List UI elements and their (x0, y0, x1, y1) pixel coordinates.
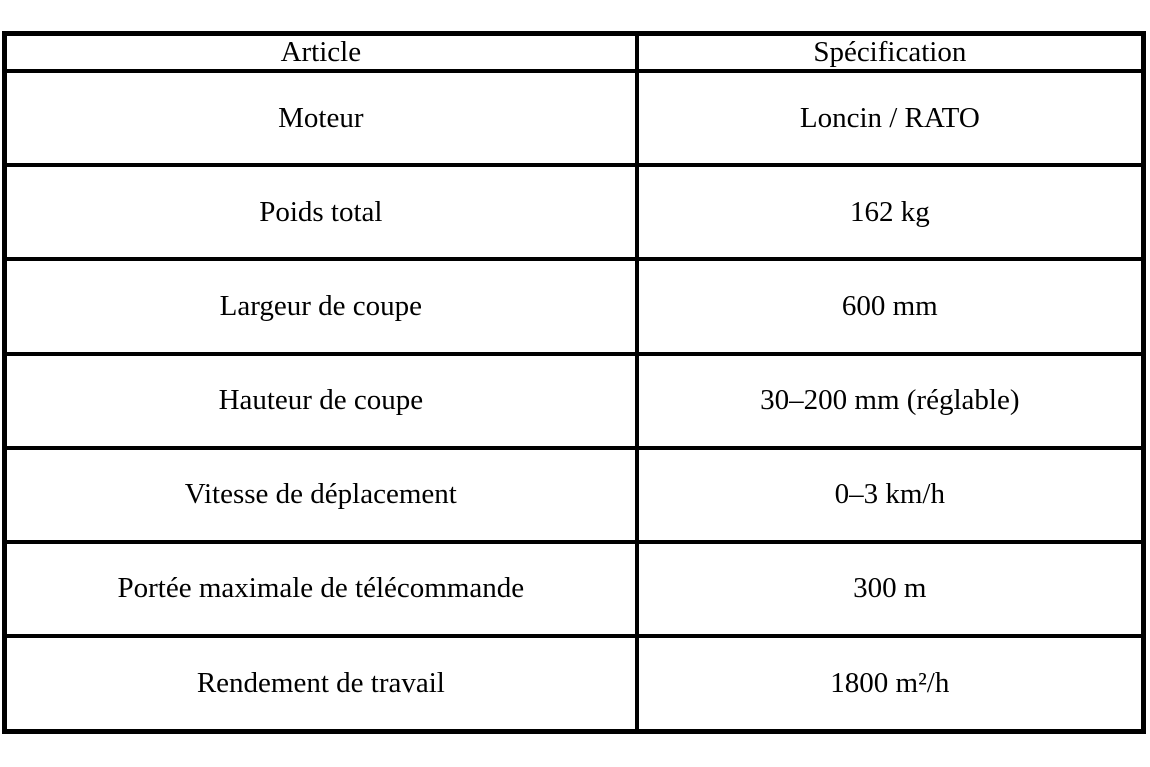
table-row (5, 165, 1144, 259)
article-cell: Hauteur de coupe (5, 354, 637, 448)
table-row (5, 354, 1144, 448)
specification-cell: 1800 m²/h (637, 636, 1144, 731)
column-header-specification: Spécification (637, 34, 1144, 72)
article-cell: Largeur de coupe (5, 259, 637, 353)
table-row (5, 71, 1144, 165)
specification-cell: Loncin / RATO (637, 71, 1144, 165)
article-cell: Vitesse de déplacement (5, 448, 637, 542)
specification-cell: 30–200 mm (réglable) (637, 354, 1144, 448)
specification-table (2, 31, 1146, 734)
table-row (5, 259, 1144, 353)
article-cell: Portée maximale de télécommande (5, 542, 637, 636)
article-cell: Rendement de travail (5, 636, 637, 731)
article-cell: Moteur (5, 71, 637, 165)
specification-cell: 162 kg (637, 165, 1144, 259)
table-row (5, 542, 1144, 636)
specification-cell: 600 mm (637, 259, 1144, 353)
table-header-row (5, 34, 1144, 72)
table-row (5, 636, 1144, 731)
table-row (5, 448, 1144, 542)
article-cell: Poids total (5, 165, 637, 259)
specification-cell: 0–3 km/h (637, 448, 1144, 542)
column-header-article: Article (5, 34, 637, 72)
specification-cell: 300 m (637, 542, 1144, 636)
